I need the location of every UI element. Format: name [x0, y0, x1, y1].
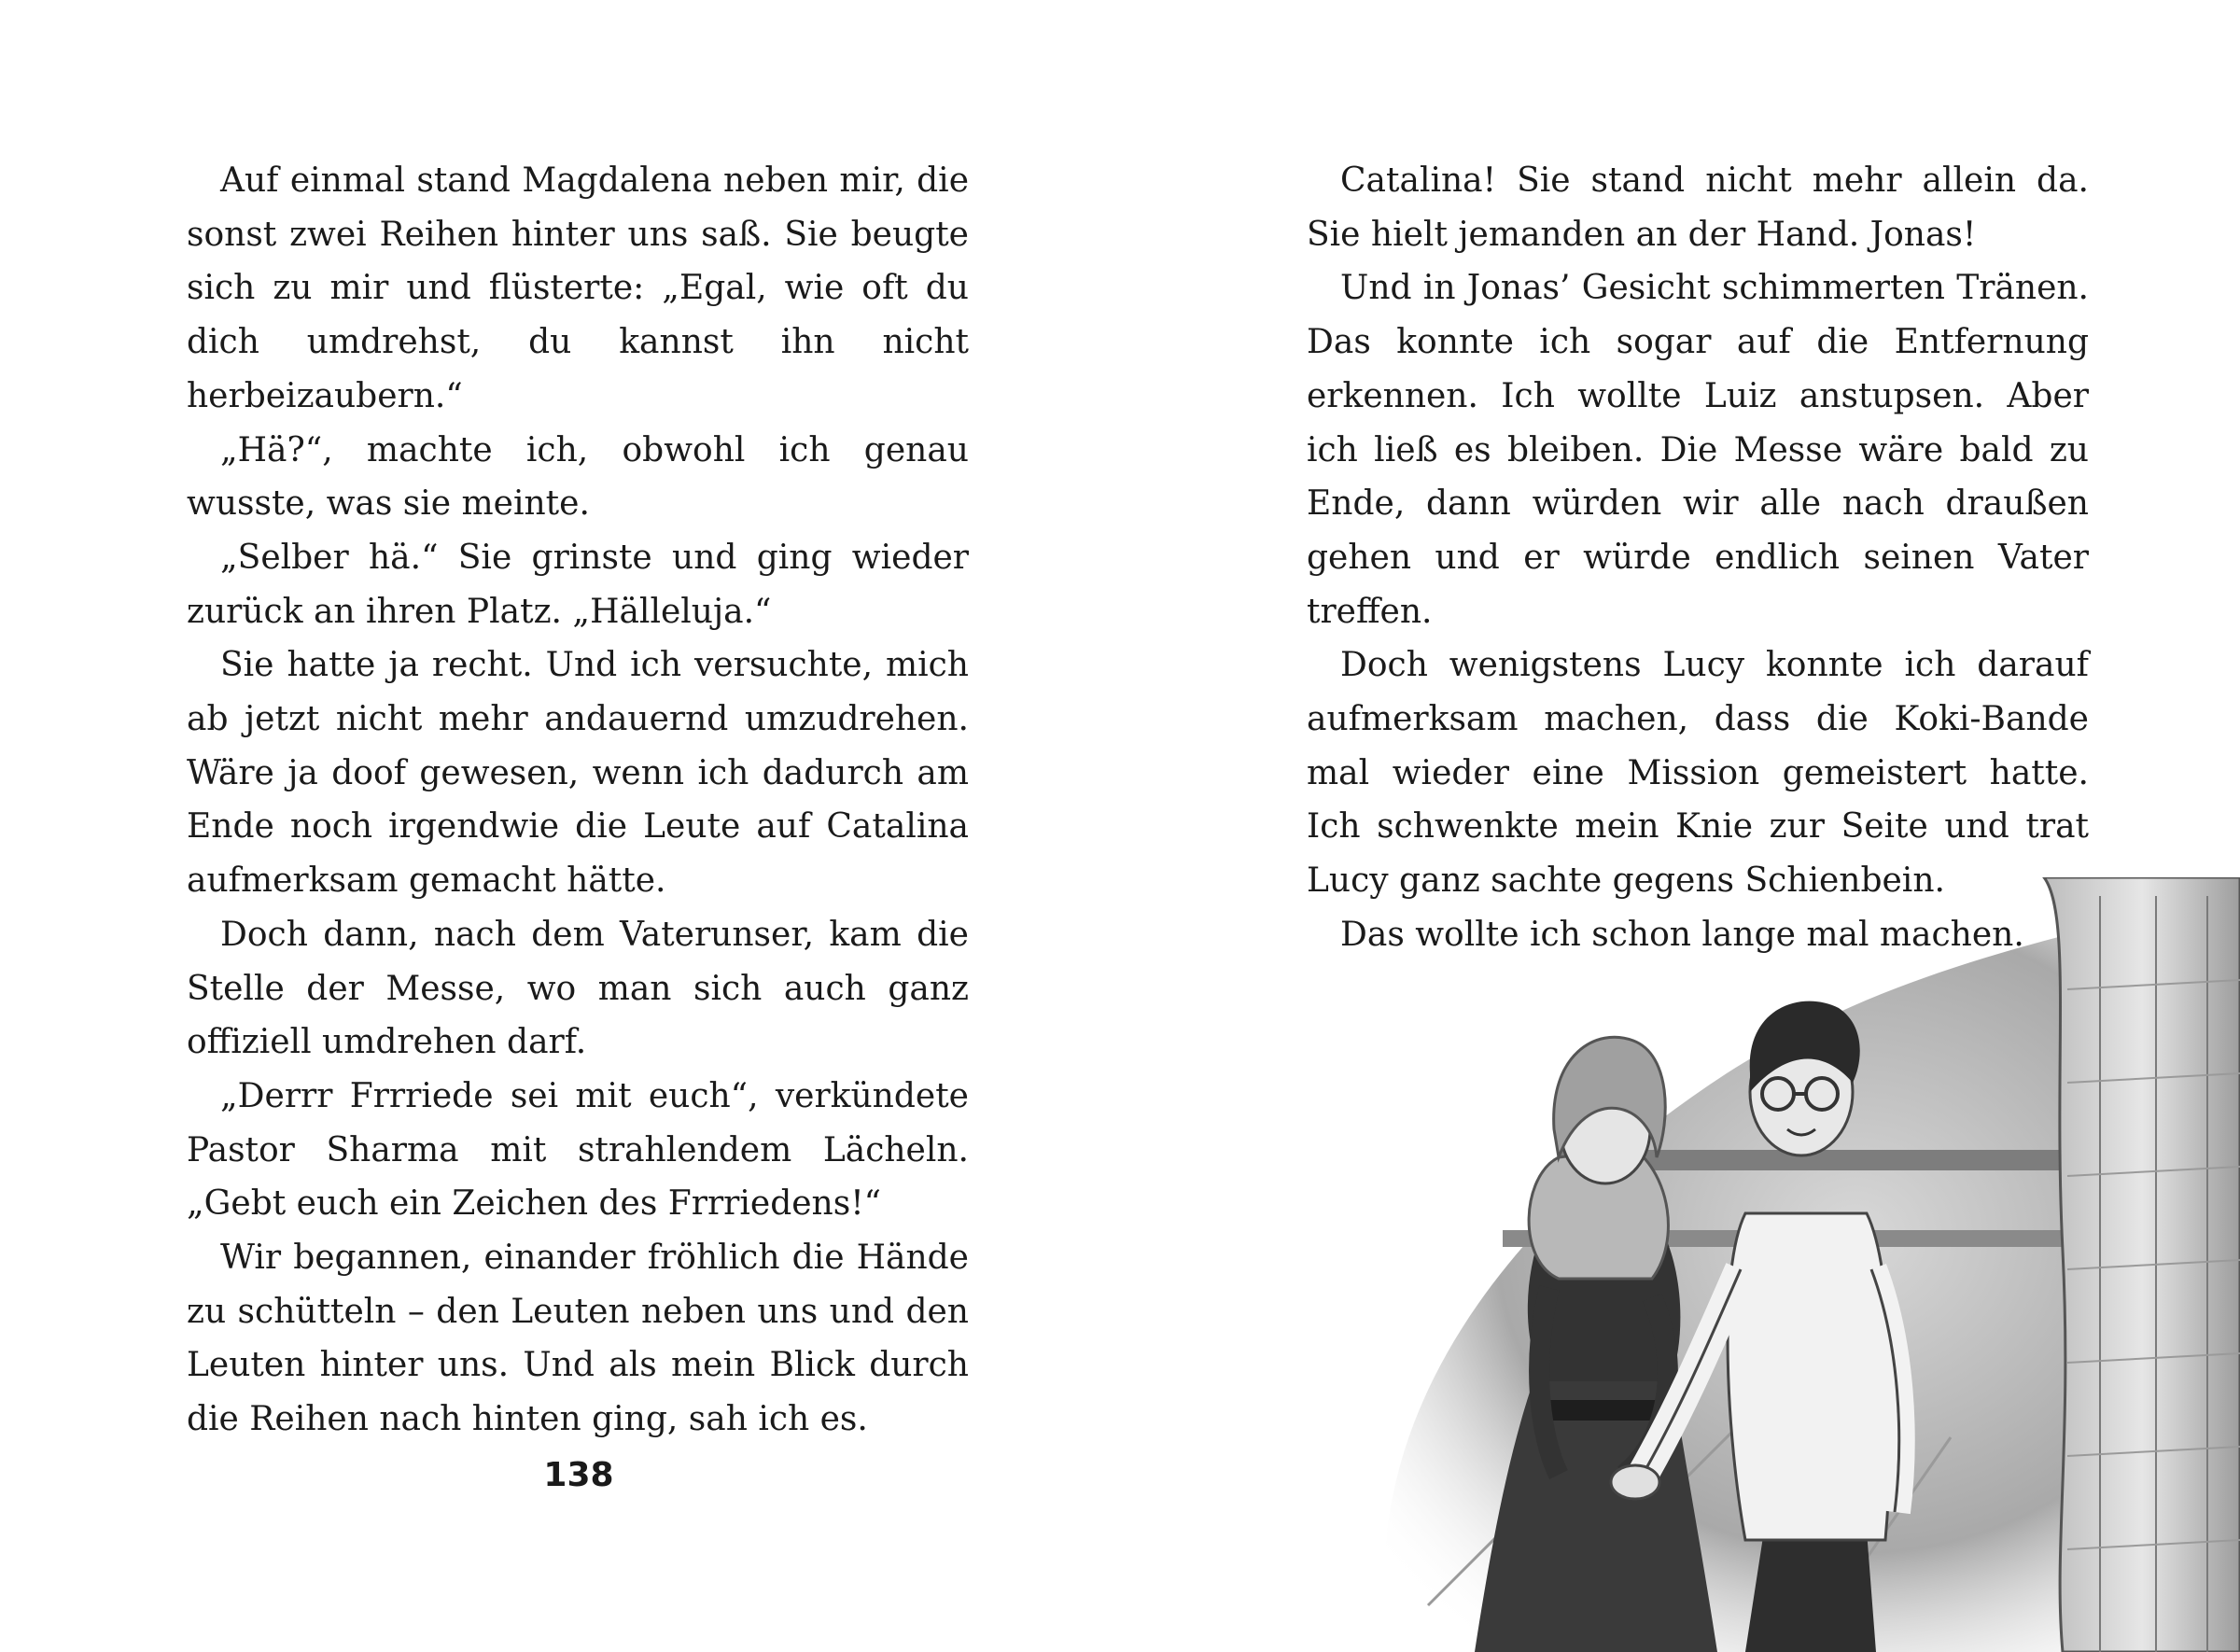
paragraph: „Derrr Frrriede sei mit euch“, verkündete Pastor Sharma mit strahlendem Lächeln. „Gebt euch ein Zeichen des Frrriedens!“: [187, 1076, 969, 1224]
paragraph: Catalina! Sie stand nicht mehr allein da. Sie hielt jemanden an der Hand. Jonas!: [1307, 161, 2089, 254]
paragraph: Sie hatte ja recht. Und ich versuchte, mich ab jetzt nicht mehr andauernd umzudrehen. Wäre ja doof gewesen, wenn ich dadurch am Ende noch irgendwie die Leute auf Catalina aufmerksam gemacht hätte.: [187, 646, 969, 901]
paragraph: Doch dann, nach dem Vaterunser, kam die Stelle der Messe, wo man sich auch ganz offiziell umdrehen darf.: [187, 915, 969, 1062]
paragraph: „Hä?“, machte ich, obwohl ich genau wusste, was sie meinte.: [187, 430, 969, 524]
page-number: 138: [543, 1456, 614, 1494]
left-text-block: [187, 154, 969, 1447]
curtain: [2044, 877, 2240, 1652]
paragraph: „Selber hä.“ Sie grinste und ging wieder zurück an ihren Platz. „Hälleluja.“: [187, 538, 969, 631]
paragraph: Doch wenigstens Lucy konnte ich darauf aufmerksam machen, dass die Koki-Bande mal wieder eine Mission gemeistert hatte. Ich schwenkte mein Knie zur Seite und trat Lucy ganz sachte gegens Schienbein.: [1307, 646, 2089, 901]
paragraph: Und in Jonas’ Gesicht schimmerten Tränen. Das konnte ich sogar auf die Entfernung erkennen. Ich wollte Luiz anstupsen. Aber ich ließ es bleiben. Die Messe wäre bald zu Ende, dann würden wir alle nach draußen gehen und er würde endlich seinen Vater treffen.: [1307, 269, 2089, 631]
right-text-block: [1307, 154, 2089, 962]
church-couple-illustration: [1279, 877, 2240, 1652]
joined-hands: [1611, 1465, 1659, 1499]
paragraph: Das wollte ich schon lange mal machen.: [1340, 915, 2024, 954]
paragraph: Auf einmal stand Magdalena neben mir, die sonst zwei Reihen hinter uns saß. Sie beugte sich zu mir und flüsterte: „Egal, wie oft du dich umdrehst, du kannst ihn nicht herbeizaubern.“: [187, 161, 969, 415]
paragraph: Wir begannen, einander fröhlich die Hände zu schütteln – den Leuten neben uns und den Leuten hinter uns. Und als mein Blick durch die Reihen nach hinten ging, sah ich es.: [187, 1239, 969, 1439]
